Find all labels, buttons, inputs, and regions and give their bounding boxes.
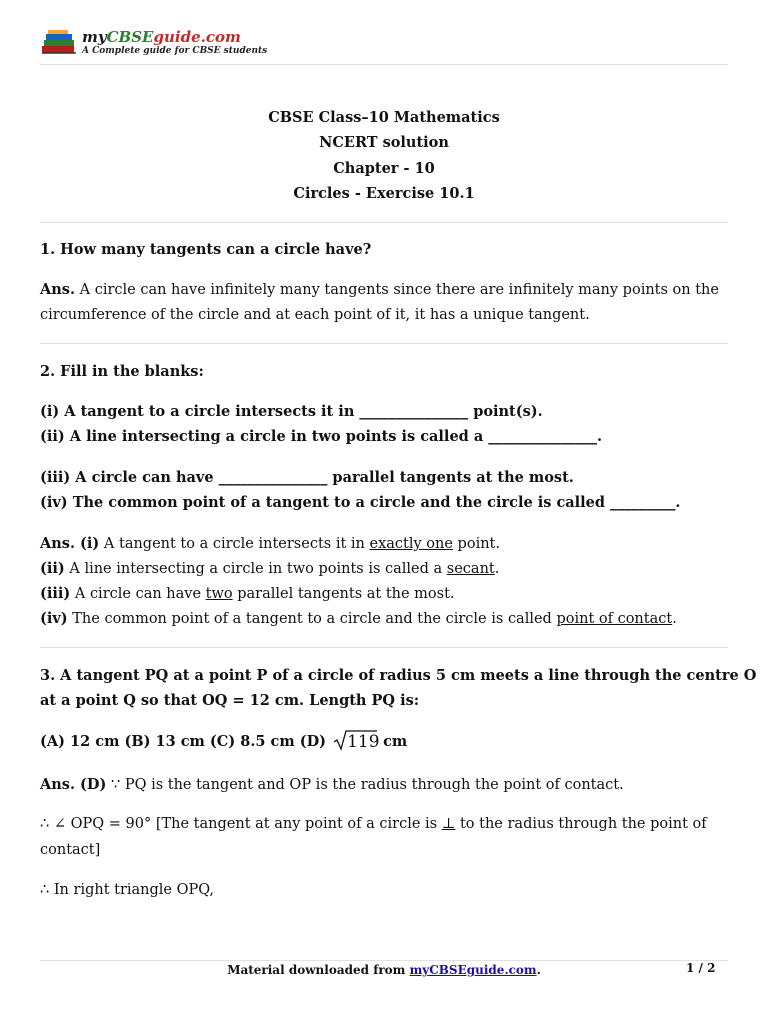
doc-title-exercise: Circles - Exercise 10.1 <box>293 185 475 202</box>
footer-text: Material downloaded from myCBSEguide.com. <box>227 963 541 977</box>
answer-2-iii: (iii) A circle can have two parallel tangents at the most. <box>40 585 455 602</box>
question-2-ii: (ii) A line intersecting a circle in two points is called a _______________. <box>40 428 603 445</box>
question-1: 1. How many tangents can a circle have? <box>40 241 372 258</box>
doc-title-chapter: Chapter - 10 <box>333 160 435 177</box>
footer-divider <box>40 960 728 961</box>
question-2-iv: (iv) The common point of a tangent to a circle and the circle is called _________. <box>40 494 681 511</box>
question-3-line1: 3. A tangent PQ at a point P of a circle of radius 5 cm meets a line through the centre O <box>40 667 757 684</box>
site-logo[interactable] <box>40 28 268 60</box>
answer-2-iv: (iv) The common point of a tangent to a circle and the circle is called point of contact. <box>40 610 677 627</box>
perpendicular-symbol: ⊥ <box>441 816 456 832</box>
answer-3-line3: contact] <box>40 842 101 858</box>
doc-title-subject: CBSE Class–10 Mathematics <box>268 109 500 126</box>
logo-tagline: A Complete guide for CBSE students <box>82 46 268 56</box>
question-3-options: (A) 12 cm (B) 13 cm (C) 8.5 cm (D) 119 cm <box>40 729 730 754</box>
angle-symbol: ∠ <box>53 816 66 832</box>
books-icon <box>40 30 78 56</box>
ninety-degree-value: 90° <box>125 816 152 832</box>
footer-link[interactable]: myCBSEguide.com <box>409 963 537 977</box>
answer-1-line1: Ans. A circle can have infinitely many tangents since there are infinitely many points on the <box>40 281 719 298</box>
answer-3-line1: Ans. (D) ∵ PQ is the tangent and OP is the radius through the point of contact. <box>40 776 624 793</box>
doc-title-type: NCERT solution <box>319 134 449 151</box>
question-2-iii: (iii) A circle can have _______________ parallel tangents at the most. <box>40 469 574 486</box>
question-2: 2. Fill in the blanks: <box>40 363 204 380</box>
answer-2-ii: (ii) A line intersecting a circle in two points is called a secant. <box>40 560 500 577</box>
answer-3-line4: ∴ In right triangle OPQ, <box>40 882 215 898</box>
question-2-i: (i) A tangent to a circle intersects it in _______________ point(s). <box>40 403 543 420</box>
header-divider <box>40 64 728 65</box>
answer-label: Ans. <box>40 281 76 298</box>
section-divider <box>40 647 728 648</box>
question-3-line2: at a point Q so that OQ = 12 cm. Length PQ is: <box>40 692 420 709</box>
page-number: 1 / 2 <box>686 961 716 975</box>
therefore-symbol: ∴ <box>40 816 50 832</box>
answer-2-i: Ans. (i) A tangent to a circle intersects it in exactly one point. <box>40 535 500 552</box>
because-symbol: ∵ <box>106 777 125 793</box>
square-root-symbol: 119 <box>333 729 377 751</box>
section-divider <box>40 343 728 344</box>
answer-1-line2: circumference of the circle and at each point of it, it has a unique tangent. <box>40 307 590 323</box>
answer-3-line2: ∴ ∠ OPQ = 90° [The tangent at any point of a circle is ⊥ to the radius through the point of <box>40 816 707 832</box>
section-divider <box>40 222 728 223</box>
logo-brand: myCBSEguide.com <box>82 28 241 46</box>
